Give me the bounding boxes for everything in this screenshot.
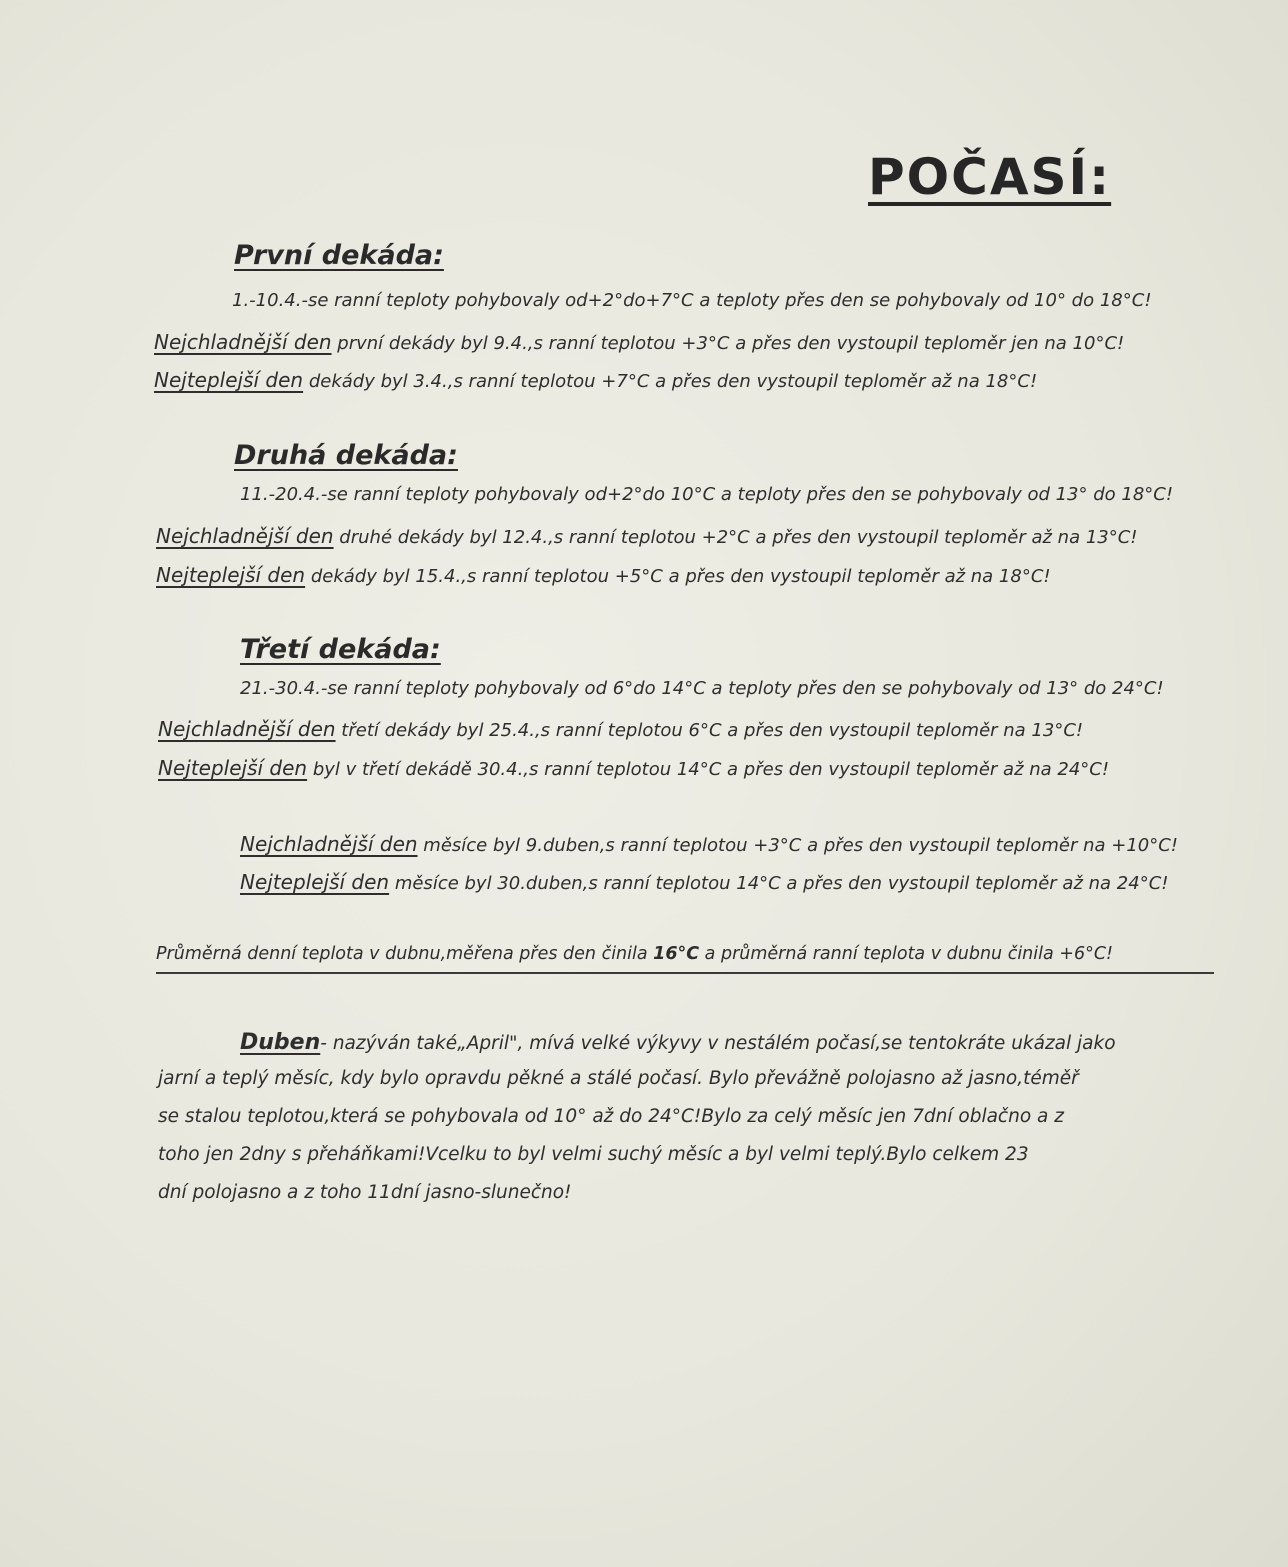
decade-1-heading: První dekáda: bbox=[234, 240, 444, 271]
decade-2-warmest-line bbox=[156, 563, 1051, 587]
month-coldest-text: měsíce byl 9.duben,s ranní teplotou +3°C a přes den vystoupil teploměr na +10°C! bbox=[423, 835, 1179, 856]
decade-3-coldest-line bbox=[158, 717, 1083, 741]
month-warmest-text: měsíce byl 30.duben,s ranní teplotou 14°C a přes den vystoupil teploměr až na 24°C! bbox=[394, 873, 1169, 894]
paragraph-line-1-text: - nazýván také„April", mívá velké výkyvy v nestálém počasí,se tentokráte ukázal jako bbox=[320, 1033, 1116, 1054]
paragraph-line-2: jarní a teplý měsíc, kdy bylo opravdu pěkné a stálé počasí. Bylo převážně polojasno až jasno,téměř bbox=[158, 1068, 1079, 1089]
decade-1-range-line: 1.-10.4.-se ranní teploty pohybovaly od+2°do+7°C a teploty přes den se pohybovaly od 10° do 18°C! bbox=[232, 290, 1152, 311]
decade-2-heading: Druhá dekáda: bbox=[234, 440, 458, 471]
decade-2-coldest-line bbox=[156, 524, 1138, 548]
decade-1-warmest-line bbox=[154, 368, 1037, 392]
month-coldest-label: Nejchladnější den bbox=[240, 832, 418, 856]
summary-part-2: a průměrná ranní teplota v dubnu činila +6°C! bbox=[699, 944, 1114, 964]
decade-3-coldest-text: třetí dekády byl 25.4.,s ranní teplotou 6°C a přes den vystoupil teploměr na 13°C! bbox=[341, 720, 1084, 741]
paragraph-line-3: se stalou teplotou,která se pohybovala od 10° až do 24°C!Bylo za celý měsíc jen 7dní oblačno a z bbox=[158, 1106, 1064, 1127]
decade-2-coldest-text: druhé dekády byl 12.4.,s ranní teplotou +2°C a přes den vystoupil teploměr až na 13°C! bbox=[339, 527, 1138, 548]
decade-3-heading: Třetí dekáda: bbox=[240, 634, 441, 665]
decade-1-coldest-label: Nejchladnější den bbox=[154, 330, 332, 354]
paragraph-line-4: toho jen 2dny s přeháňkami!Vcelku to byl velmi suchý měsíc a byl velmi teplý.Bylo celkem 23 bbox=[158, 1144, 1029, 1165]
decade-1-warmest-text: dekády byl 3.4.,s ranní teplotou +7°C a přes den vystoupil teploměr až na 18°C! bbox=[308, 371, 1038, 392]
decade-3-warmest-label: Nejteplejší den bbox=[158, 756, 308, 780]
decade-2-coldest-label: Nejchladnější den bbox=[156, 524, 334, 548]
decade-3-warmest-text: byl v třetí dekádě 30.4.,s ranní teplotou 14°C a přes den vystoupil teploměr až na 24°C! bbox=[312, 759, 1110, 780]
decade-1-coldest-line bbox=[154, 330, 1124, 354]
paragraph-line-1 bbox=[240, 1030, 1116, 1055]
paragraph-line-5: dní polojasno a z toho 11dní jasno-slunečno! bbox=[158, 1182, 572, 1203]
page-title: POČASÍ: bbox=[868, 148, 1112, 206]
average-temperature-summary bbox=[156, 944, 1214, 974]
decade-3-coldest-label: Nejchladnější den bbox=[158, 717, 336, 741]
decade-1-warmest-label: Nejteplejší den bbox=[154, 368, 304, 392]
month-coldest-line bbox=[240, 832, 1178, 856]
decade-1-coldest-text: první dekády byl 9.4.,s ranní teplotou +3°C a přes den vystoupil teploměr jen na 10°C! bbox=[337, 333, 1125, 354]
decade-2-range-line: 11.-20.4.-se ranní teploty pohybovaly od+2°do 10°C a teploty přes den se pohybovaly od 13° do 18°C! bbox=[240, 484, 1174, 505]
paragraph-label: Duben bbox=[240, 1030, 321, 1055]
summary-value-1: 16°C bbox=[653, 944, 700, 964]
summary-part-1: Průměrná denní teplota v dubnu,měřena přes den činila bbox=[156, 944, 654, 964]
month-warmest-label: Nejteplejší den bbox=[240, 870, 390, 894]
decade-2-warmest-text: dekády byl 15.4.,s ranní teplotou +5°C a přes den vystoupil teploměr až na 18°C! bbox=[310, 566, 1051, 587]
decade-3-range-line: 21.-30.4.-se ranní teploty pohybovaly od 6°do 14°C a teploty přes den se pohybovaly od 13° do 24°C! bbox=[240, 678, 1164, 699]
month-warmest-line bbox=[240, 870, 1168, 894]
decade-2-warmest-label: Nejteplejší den bbox=[156, 563, 306, 587]
decade-3-warmest-line bbox=[158, 756, 1109, 780]
